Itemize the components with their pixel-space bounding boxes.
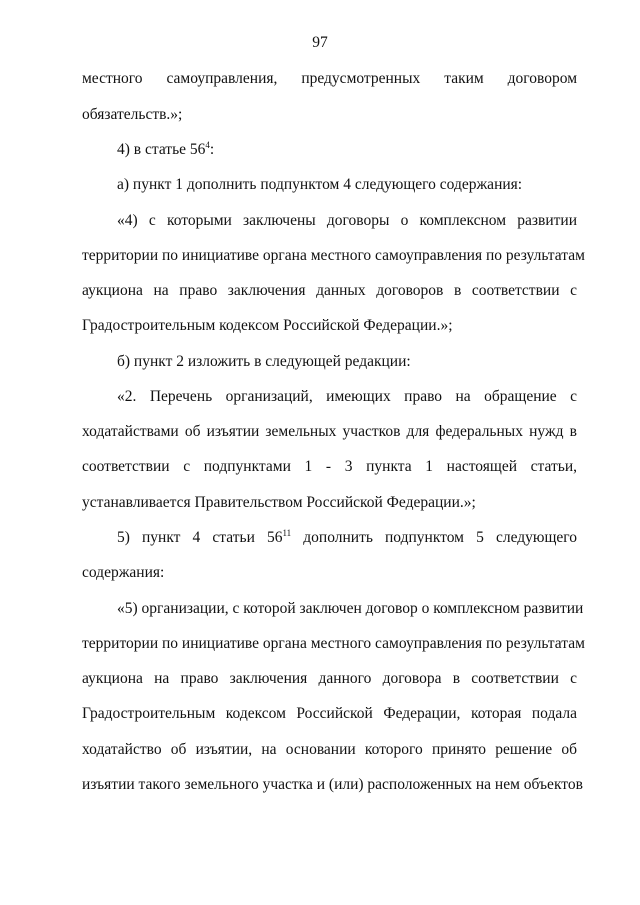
text-line: аукциона на право заключения данных договоров в соответствии с: [82, 282, 577, 299]
superscript: 11: [282, 528, 292, 538]
text-line: Градостроительным кодексом Российской Федерации.»;: [82, 317, 453, 334]
superscript: 4: [205, 140, 210, 150]
text-line: Градостроительным кодексом Российской Федерации, которая подала: [82, 705, 577, 722]
text-line: территории по инициативе органа местного самоуправления по результатам: [82, 635, 585, 652]
text-line: изъятии такого земельного участка и (или) расположенных на нем объектов: [82, 776, 583, 793]
text-line: «4) с которыми заключены договоры о комплексном развитии: [117, 212, 577, 229]
text-line: территории по инициативе органа местного самоуправления по результатам: [82, 247, 585, 264]
text-segment: :: [209, 141, 215, 158]
text-line: а) пункт 1 дополнить подпунктом 4 следующего содержания:: [117, 176, 523, 193]
text-line: соответствии с подпунктами 1 - 3 пункта 1 настоящей статьи,: [82, 458, 577, 475]
text-line: устанавливается Правительством Российской Федерации.»;: [82, 494, 476, 511]
text-line: «2. Перечень организаций, имеющих право на обращение с: [117, 388, 577, 405]
text-segment: дополнить подпунктом 5 следующего: [291, 529, 577, 546]
text-line: б) пункт 2 изложить в следующей редакции:: [117, 353, 411, 370]
text-segment: 4) в статье 56: [117, 141, 206, 158]
text-line: местного самоуправления, предусмотренных таким договором: [82, 70, 577, 87]
page-number: 97: [312, 34, 328, 51]
text-line: обязательств.»;: [82, 106, 183, 123]
text-line: [117, 529, 577, 547]
text-line: содержания:: [82, 564, 165, 581]
text-line: ходатайство об изъятии, на основании которого принято решение об: [82, 741, 577, 758]
text-line: «5) организации, с которой заключен договор о комплексном развитии: [117, 600, 584, 617]
text-line: аукциона на право заключения данного договора в соответствии с: [82, 670, 577, 687]
text-line: [117, 141, 577, 159]
text-segment: 5) пункт 4 статьи 56: [117, 529, 283, 546]
text-line: ходатайствами об изъятии земельных участков для федеральных нужд в: [82, 423, 577, 440]
